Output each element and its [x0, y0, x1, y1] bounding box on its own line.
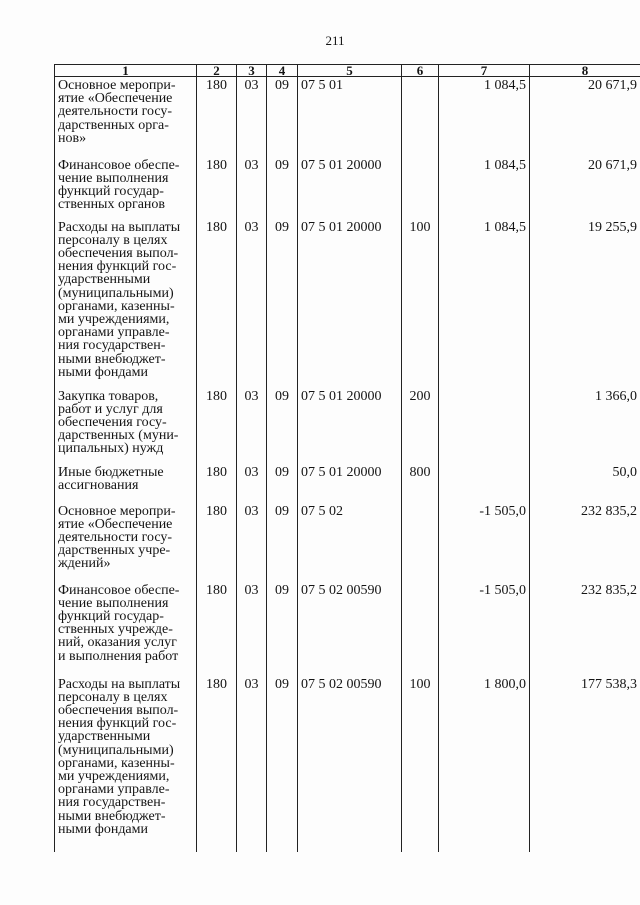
row-code-subsection: 09 [267, 388, 298, 464]
table-row [55, 388, 640, 464]
column-header: 4 [267, 65, 298, 77]
row-target-article: 07 5 02 00590 [298, 676, 402, 850]
row-name: Иные бюджетные ассигнования [55, 464, 197, 503]
row-code-subsection: 09 [267, 582, 298, 676]
row-code-section: 03 [237, 157, 267, 219]
row-code-section: 03 [237, 582, 267, 676]
column-header: 8 [530, 65, 640, 77]
row-target-article: 07 5 01 20000 [298, 157, 402, 219]
row-change-amount: 1 084,5 [439, 77, 530, 157]
filler-cell [298, 850, 402, 852]
row-code-section: 03 [237, 503, 267, 582]
row-code-admin: 180 [197, 219, 237, 388]
row-change-amount [439, 388, 530, 464]
row-code-subsection: 09 [267, 503, 298, 582]
row-code-subsection: 09 [267, 464, 298, 503]
row-target-article: 07 5 01 [298, 77, 402, 157]
column-header: 3 [237, 65, 267, 77]
row-total-amount: 1 366,0 [530, 388, 640, 464]
row-total-amount: 177 538,3 [530, 676, 640, 850]
row-code-section: 03 [237, 219, 267, 388]
row-code-section: 03 [237, 388, 267, 464]
row-expense-type [402, 503, 439, 582]
row-code-subsection: 09 [267, 77, 298, 157]
table-row [55, 219, 640, 388]
row-name: Закупка товаров, работ и услуг для обеспечения госу- дарственных (муни- ципальных) нужд [55, 388, 197, 464]
row-code-admin: 180 [197, 464, 237, 503]
row-change-amount [439, 464, 530, 503]
column-header: 7 [439, 65, 530, 77]
row-name: Финансовое обеспе- чение выполнения функций государ- ственных учрежде- ний, оказания услуг и выполнения работ [55, 582, 197, 676]
row-expense-type: 100 [402, 676, 439, 850]
row-code-subsection: 09 [267, 157, 298, 219]
table-row [55, 464, 640, 503]
row-total-amount: 232 835,2 [530, 582, 640, 676]
table-row [55, 582, 640, 676]
row-change-amount: -1 505,0 [439, 503, 530, 582]
column-header: 5 [298, 65, 402, 77]
row-code-admin: 180 [197, 582, 237, 676]
column-header: 1 [55, 65, 197, 77]
row-name: Расходы на выплаты персоналу в целях обеспечения выпол- нения функций гос- ударственными (муниципальными) органами, казенны- ми учреждениями, органами управле- ния государствен- ными внебюджет- ными фондами [55, 219, 197, 388]
filler-cell [237, 850, 267, 852]
filler-cell [530, 850, 640, 852]
filler-cell [267, 850, 298, 852]
column-header: 2 [197, 65, 237, 77]
row-code-section: 03 [237, 77, 267, 157]
row-code-subsection: 09 [267, 219, 298, 388]
row-total-amount: 50,0 [530, 464, 640, 503]
row-expense-type [402, 582, 439, 676]
table-row [55, 503, 640, 582]
row-target-article: 07 5 01 20000 [298, 388, 402, 464]
row-expense-type: 800 [402, 464, 439, 503]
row-total-amount: 20 671,9 [530, 77, 640, 157]
filler-cell [402, 850, 439, 852]
table-filler-row [55, 850, 640, 852]
row-total-amount: 19 255,9 [530, 219, 640, 388]
row-code-admin: 180 [197, 503, 237, 582]
filler-cell [197, 850, 237, 852]
row-code-admin: 180 [197, 77, 237, 157]
row-expense-type [402, 157, 439, 219]
row-change-amount: 1 084,5 [439, 219, 530, 388]
table-row [55, 157, 640, 219]
header-row [55, 65, 640, 77]
row-expense-type [402, 77, 439, 157]
row-code-subsection: 09 [267, 676, 298, 850]
row-change-amount: 1 084,5 [439, 157, 530, 219]
row-target-article: 07 5 02 00590 [298, 582, 402, 676]
filler-cell [439, 850, 530, 852]
table-row [55, 77, 640, 157]
row-change-amount: 1 800,0 [439, 676, 530, 850]
row-code-section: 03 [237, 464, 267, 503]
row-code-admin: 180 [197, 388, 237, 464]
row-change-amount: -1 505,0 [439, 582, 530, 676]
row-expense-type: 200 [402, 388, 439, 464]
row-code-section: 03 [237, 676, 267, 850]
filler-cell [55, 850, 197, 852]
row-name: Финансовое обеспе- чение выполнения функций государ- ственных органов [55, 157, 197, 219]
budget-table [54, 64, 640, 852]
row-name: Расходы на выплаты персоналу в целях обеспечения выпол- нения функций гос- ударственными (муниципальными) органами, казенны- ми учреждениями, органами управле- ния государствен- ными внебюджет- ными фондами [55, 676, 197, 850]
row-code-admin: 180 [197, 676, 237, 850]
table-row [55, 676, 640, 850]
row-target-article: 07 5 01 20000 [298, 219, 402, 388]
row-total-amount: 20 671,9 [530, 157, 640, 219]
row-code-admin: 180 [197, 157, 237, 219]
row-target-article: 07 5 02 [298, 503, 402, 582]
column-header: 6 [402, 65, 439, 77]
row-name: Основное меропри- ятие «Обеспечение деятельности госу- дарственных учре- ждений» [55, 503, 197, 582]
row-total-amount: 232 835,2 [530, 503, 640, 582]
row-target-article: 07 5 01 20000 [298, 464, 402, 503]
row-expense-type: 100 [402, 219, 439, 388]
row-name: Основное меропри- ятие «Обеспечение деятельности госу- дарственных орга- нов» [55, 77, 197, 157]
page-number: 211 [325, 33, 345, 48]
